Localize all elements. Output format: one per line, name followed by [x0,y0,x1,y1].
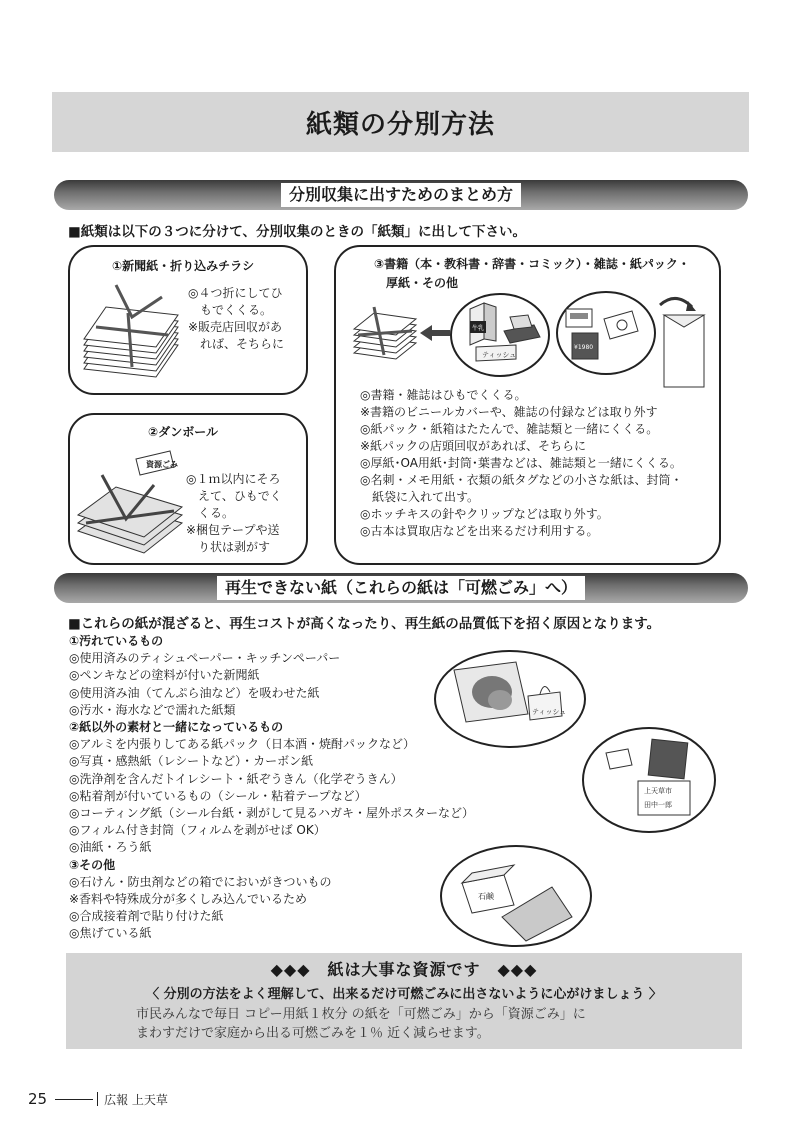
cardboard-box [68,413,308,565]
books-box-text: ◎書籍・雑誌はひもでくくる。 ※書籍のビニールカバーや、雑誌の付録などは取り外す ◎紙パック・紙箱はたたんで、雑誌類と一緒にくくる。 ※紙パックの店頭回収があれば、そちらに ◎厚紙･OA用紙･封筒･葉書などは、雑誌類と一緒にくくる。 ◎名刺・メモ用紙・衣類の紙タグなどの小さな紙は、封筒・ 紙袋に入れて出す。 ◎ホッチキスの針やクリップなどは取り外す。 ◎古本は買取店などを出来るだけ利用する。 [360,388,683,538]
section1-lead: ■紙類は以下の３つに分けて、分別収集のときの「紙類」に出して下さい。 [68,224,526,240]
section1-heading: 分別収集に出すためのまとめ方 [281,183,521,207]
list-item: ◎焦げている紙 [69,926,152,941]
small-paper-illustration [556,291,656,375]
group-heading: ②紙以外の素材と一緒になっているもの [69,720,284,735]
books-box-title-1: ③書籍（本・教科書・辞書・コミック）・雑誌・紙パック・ [374,257,690,271]
group-heading: ①汚れているもの [69,634,164,648]
cardboard-tag-label: 資源ごみ [146,460,178,469]
envelope-icon [654,291,714,395]
section2-heading-bar [54,573,748,603]
section2-lead: ■これらの紙が混ざると、再生コストが高くなったり、再生紙の品質低下を招く原因となります。 [68,616,661,632]
cardboard-box-text: ◎１ｍ以内にそろ えて、ひもでく くる。 ※梱包テープや送 り状は剥がす [186,472,282,554]
non-recyclable-list [69,633,474,943]
newspaper-box [68,245,308,395]
books-box [334,245,721,565]
price-tag-label: ¥1980 [574,344,594,351]
list-item: ◎アルミを内張りしてある紙パック（日本酒・焼酎パックなど） [69,737,415,752]
card-line-1: 上天草市 [644,787,672,795]
dirty-paper-illustration [434,650,586,748]
list-item: ◎写真・感熱紙（レシートなど）・カーボン紙 [69,754,314,769]
list-item: ◎使用済みのティシュペーパー・キッチンペーパー [69,651,341,666]
tissue-box-label: ティッシュ [482,351,517,359]
list-item: ◎洗浄剤を含んだトイレシート・紙ぞうきん（化学ぞうきん） [69,771,403,786]
footer-divider [97,1092,98,1106]
banner-line-2: まわすだけで家庭から出る可燃ごみを１％ 近く減らせます。 [136,1026,490,1041]
resource-banner [66,953,742,1049]
paper-pack-illustration [450,293,550,377]
list-item: ◎ペンキなどの塗料が付いた新聞紙 [69,668,260,683]
card-photo-illustration [582,727,716,833]
list-item: ◎油紙・ろう紙 [69,840,152,855]
soap-label: 石鹸 [478,892,494,901]
arrow-left-icon [420,325,450,341]
book-bundle-icon [350,303,420,363]
banner-line-1: 市民みんなで毎日 コピー用紙１枚分 の紙を「可燃ごみ」から「資源ごみ」に [136,1007,586,1022]
section1-heading-bar [54,180,748,210]
list-item: ◎使用済み油（てんぷら油など）を吸わせた紙 [69,685,320,700]
section2-heading: 再生できない紙（これらの紙は「可燃ごみ」へ） [217,576,585,600]
newspaper-bundle-icon [76,277,188,387]
soap-box-illustration [440,845,592,947]
page-number: 25 [28,1090,48,1108]
card-line-2: 田中一郎 [644,801,672,809]
banner-body [136,1005,586,1043]
footer-rule [55,1099,93,1100]
books-box-title-2: 厚紙・その他 [374,276,459,290]
cardboard-box-title: ②ダンボール [148,425,219,439]
banner-subtitle: 〈 分別の方法をよく理解して、出来るだけ可燃ごみに出さないように心がけましょう 〉 [146,987,662,1002]
list-item: ◎合成接着剤で貼り付けた紙 [69,909,224,924]
list-item: ◎フィルム付き封筒（フィルムを剥がせば OK） [69,823,326,838]
banner-title: ◆◆◆ 紙は大事な資源です ◆◆◆ [270,960,538,979]
publication-name: 広報 上天草 [104,1092,168,1107]
page-footer [28,1090,168,1108]
list-item: ◎汚水・海水などで濡れた紙類 [69,702,236,717]
page-title: 紙類の分別方法 [305,109,495,140]
list-item: ※香料や特殊成分が多くしみ込んでいるため [69,892,308,907]
list-item: ◎石けん・防虫剤などの箱でにおいがきついもの [69,874,332,889]
newspaper-box-text: ◎４つ折にしてひ もでくくる。 ※販売店回収があ れば、そちらに [188,286,285,351]
page-title-band [52,92,749,152]
milk-label: 牛乳 [472,325,485,332]
newspaper-box-title: ①新聞紙・折り込みチラシ [112,259,255,273]
group-heading: ③その他 [69,857,116,872]
list-item: ◎粘着剤が付いているもの（シール・粘着テープなど） [69,788,367,803]
cardboard-bundle-icon [74,445,186,557]
list-item: ◎コーティング紙（シール台紙・剥がして見るハガキ・屋外ポスターなど） [69,806,475,821]
tissue-label: ティッシュ [532,708,567,716]
